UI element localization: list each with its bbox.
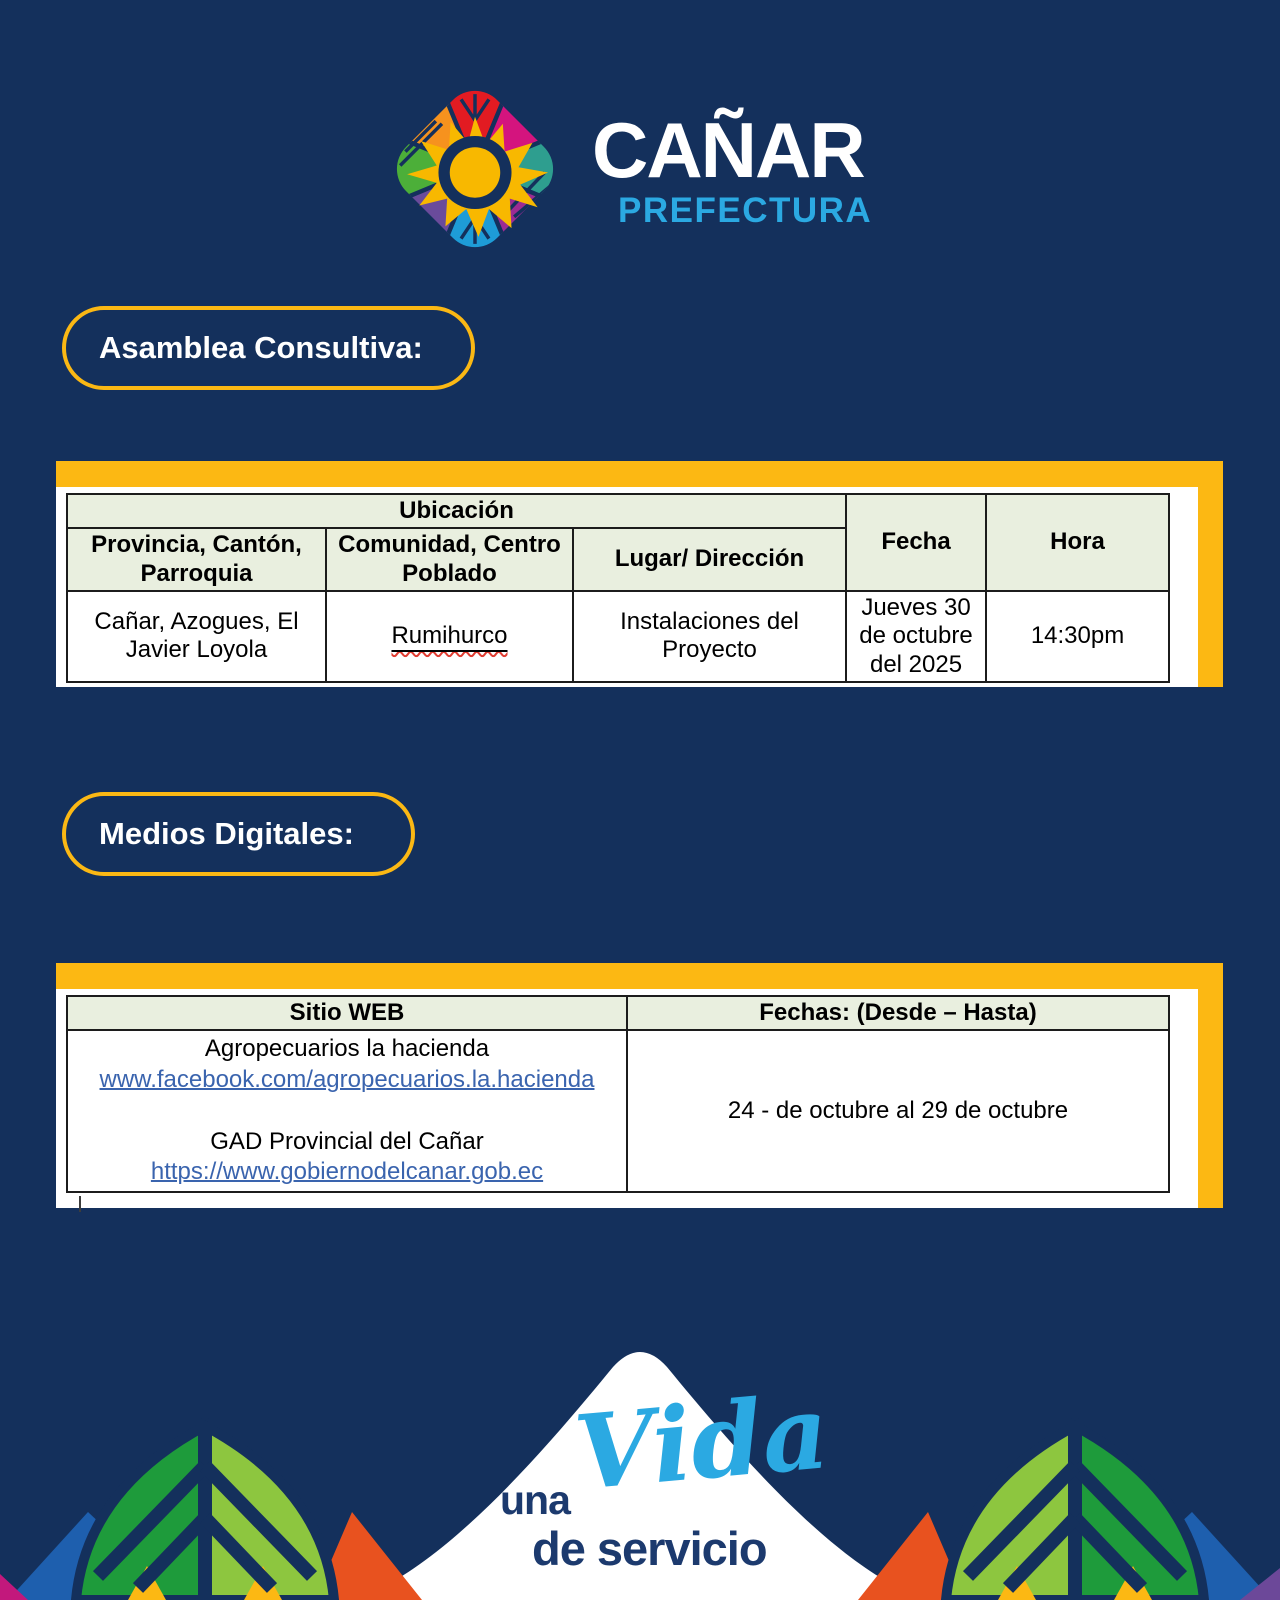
site1-name: Agropecuarios la hacienda: [204, 1035, 490, 1063]
medios-cell-sitios: [67, 1030, 627, 1191]
asamblea-header-provincia: Provincia, Cantón, Parroquia: [67, 528, 326, 591]
medios-header-sitio: Sitio WEB: [67, 996, 627, 1030]
site2-url-link[interactable]: https://www.gobiernodelcanar.gob.ec: [150, 1158, 544, 1186]
asamblea-cell-hora: 14:30pm: [986, 591, 1169, 682]
asamblea-card-frame: [56, 461, 1223, 687]
medios-table-row: [67, 1030, 1169, 1191]
tree-leaf-dark-half: [76, 1426, 205, 1600]
right-decor-tree: [858, 1422, 1272, 1600]
sites-spacer: [72, 1096, 622, 1126]
asamblea-table-row: [67, 591, 1169, 682]
asamblea-card: [56, 487, 1198, 687]
section-label-medios: Medios Digitales:: [99, 816, 354, 851]
canar-prefectura-logo-icon: [388, 80, 562, 258]
brand-subtitle: PREFECTURA: [618, 190, 873, 230]
medios-card: [56, 989, 1198, 1208]
site2-name: GAD Provincial del Cañar: [210, 1127, 484, 1155]
asamblea-table: [66, 493, 1170, 683]
asamblea-header-lugar: Lugar/ Dirección: [573, 528, 846, 591]
asamblea-cell-provincia: Cañar, Azogues, El Javier Loyola: [67, 591, 326, 682]
tree-leaf-light-half: [205, 1426, 334, 1600]
asamblea-cell-lugar: Instalaciones del Proyecto: [573, 591, 846, 682]
asamblea-header-fecha: Fecha: [846, 494, 986, 591]
section-pill-medios: [62, 792, 415, 876]
asamblea-cell-fecha: Jueves 30 de octubre del 2025: [846, 591, 986, 682]
section-label-asamblea: Asamblea Consultiva:: [99, 330, 423, 365]
brand-title: CAÑAR: [592, 105, 864, 194]
asamblea-header-ubicacion: Ubicación: [67, 494, 846, 528]
section-pill-asamblea: [62, 306, 475, 390]
site1-url-link[interactable]: www.facebook.com/agropecuarios.la.hacienda: [99, 1065, 595, 1093]
slogan-vida: Vida: [570, 1372, 834, 1514]
text-cursor-mark: [79, 1196, 81, 1212]
brand-header: [388, 80, 872, 258]
asamblea-header-comunidad: Comunidad, Centro Poblado: [326, 528, 573, 591]
asamblea-header-hora: Hora: [986, 494, 1169, 591]
medios-table: [66, 995, 1170, 1193]
asamblea-cell-comunidad: [326, 591, 573, 682]
slogan-de-servicio: de servicio: [532, 1522, 767, 1575]
medios-card-frame: [56, 963, 1223, 1208]
brand-wordmark: [592, 105, 873, 230]
asamblea-comunidad-text: Rumihurco: [391, 622, 508, 650]
slogan-una: una: [500, 1477, 570, 1523]
medios-header-fechas: Fechas: (Desde – Hasta): [627, 996, 1169, 1030]
medios-cell-fechas: 24 - de octubre al 29 de octubre: [627, 1030, 1169, 1191]
